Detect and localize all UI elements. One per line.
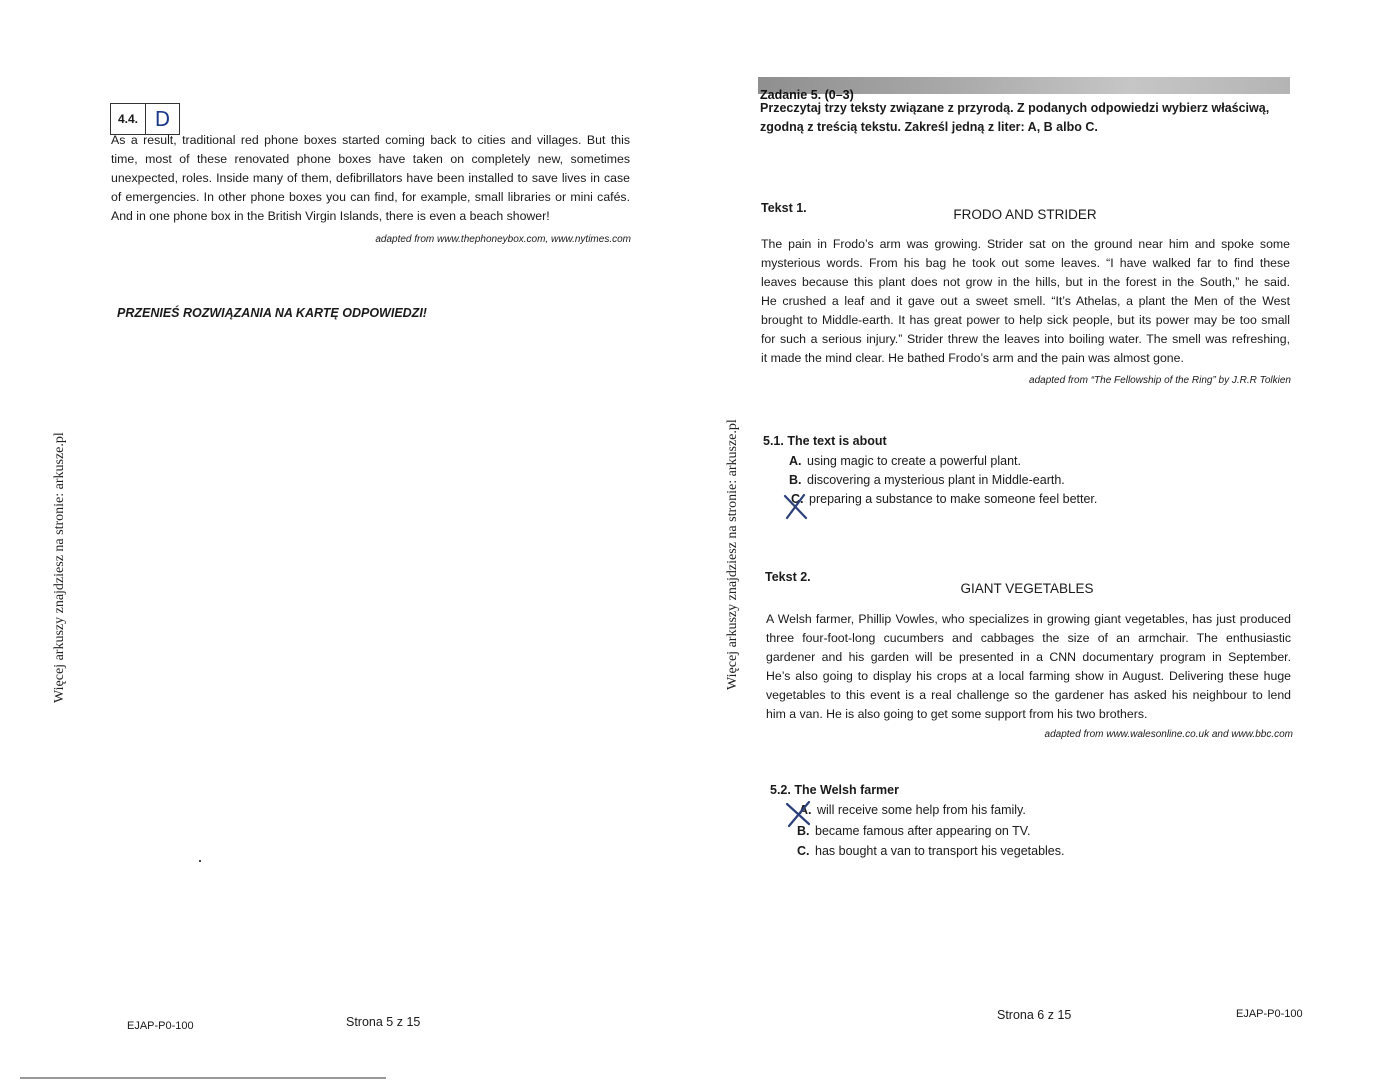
- footer-page-left: Strona 5 z 15: [346, 1015, 421, 1029]
- speck: [199, 860, 201, 862]
- question-5-2-title: 5.2. The Welsh farmer: [770, 783, 899, 797]
- source-citation: adapted from www.thephoneybox.com, www.nytimes.com: [375, 234, 631, 245]
- transfer-notice: PRZENIEŚ ROZWIĄZANIA NA KARTĘ ODPOWIEDZI!: [117, 306, 427, 320]
- text1-source: adapted from “The Fellowship of the Ring” by J.R.R Tolkien: [1029, 375, 1291, 386]
- option-text: discovering a mysterious plant in Middle-earth.: [807, 473, 1065, 487]
- question-5-1-title: 5.1. The text is about: [763, 434, 887, 448]
- paragraph-line: vegetables to this event is a real challenge so the gardener has asked his neighbour to lend: [766, 688, 1291, 702]
- text1-title: FRODO AND STRIDER: [953, 207, 1097, 222]
- cross-mark-icon: [785, 800, 813, 828]
- q52-option-a[interactable]: [799, 803, 1026, 817]
- option-text: using magic to create a powerful plant.: [807, 454, 1022, 468]
- paragraph-line: mysterious words. From his bag he took out some leaves. “I have walked far to find these: [761, 256, 1290, 270]
- paragraph-line: gardener and his garden will be presented in a CNN documentary program in September.: [766, 650, 1291, 664]
- paragraph-line: He’s also going to display his crops at a local farming show in August. Delivering these huge: [766, 669, 1291, 683]
- q51-option-a[interactable]: [789, 454, 1021, 468]
- text1-paragraph: [761, 235, 1290, 368]
- q52-option-c[interactable]: [797, 844, 1064, 858]
- option-letter: B.: [789, 473, 802, 487]
- paragraph-line: for such a serious injury.” Strider threw the leaves into boiling water. The smell was refreshing,: [761, 332, 1290, 346]
- q51-option-b[interactable]: [789, 473, 1065, 487]
- option-text: preparing a substance to make someone feel better.: [809, 492, 1098, 506]
- option-text: became famous after appearing on TV.: [815, 824, 1031, 838]
- text1-label: Tekst 1.: [761, 201, 807, 215]
- side-watermark-left: Więcej arkuszy znajdziesz na stronie: arkusze.pl: [52, 432, 67, 703]
- paragraph-line: As a result, traditional red phone boxes started coming back to cities and villages. But this: [111, 133, 630, 147]
- paragraph-line: leaves because this plant does not grow in the hills, but in the forest in the South,” he said.: [761, 275, 1290, 289]
- q51-option-c[interactable]: [791, 492, 1097, 506]
- paragraph-line: him a van. He is also going to get some support from his two brothers.: [766, 707, 1148, 721]
- paragraph-line: unexpected, roles. Inside many of them, defibrillators have been installed to save lives in case: [111, 171, 630, 185]
- option-text: has bought a van to transport his vegetables.: [815, 844, 1065, 858]
- paragraph-line: time, most of these renovated phone boxes have taken on completely new, sometimes: [111, 152, 630, 166]
- text2-label: Tekst 2.: [765, 570, 811, 584]
- paragraph-line: He crushed a leaf and it gave out a sweet smell. “It’s Athelas, a plant the Men of the West: [761, 294, 1290, 308]
- footer-code-right: EJAP-P0-100: [1236, 1008, 1303, 1020]
- footer-page-right: Strona 6 z 15: [997, 1008, 1072, 1022]
- text2-paragraph: [766, 610, 1291, 724]
- option-letter: C.: [791, 492, 804, 506]
- phone-box-paragraph: [111, 131, 630, 226]
- option-text: will receive some help from his family.: [817, 803, 1026, 817]
- paragraph-line: And in one phone box in the British Virgin Islands, there is even a beach shower!: [111, 209, 550, 223]
- footer-code-left: EJAP-P0-100: [127, 1020, 194, 1032]
- bottom-edge-line: [20, 1077, 386, 1079]
- paragraph-line: of emergencies. In other phone boxes you can find, for example, small libraries or mini cafés.: [111, 190, 630, 204]
- cross-mark-icon: [782, 493, 810, 521]
- side-watermark-right: Więcej arkuszy znajdziesz na stronie: arkusze.pl: [725, 419, 740, 690]
- answer-box-number: 4.4.: [111, 104, 146, 134]
- option-letter: C.: [797, 844, 810, 858]
- paragraph-line: brought to Middle-earth. It has great power to help sick people, but its power may be too small: [761, 313, 1290, 327]
- paragraph-line: three four-foot-long cucumbers and cabbages the size of an armchair. The enthusiastic: [766, 631, 1291, 645]
- instruction-line: Przeczytaj trzy teksty związane z przyrodą. Z podanych odpowiedzi wybierz właściwą,: [760, 101, 1270, 115]
- paragraph-line: it made the mind clear. He bathed Frodo’s arm and the pain was almost gone.: [761, 351, 1184, 365]
- text2-source: adapted from www.walesonline.co.uk and www.bbc.com: [1044, 729, 1293, 740]
- option-letter: B.: [797, 824, 810, 838]
- text2-title: GIANT VEGETABLES: [960, 581, 1094, 596]
- paragraph-line: The pain in Frodo’s arm was growing. Strider sat on the ground near him and spoke some: [761, 237, 1290, 251]
- paragraph-line: A Welsh farmer, Phillip Vowles, who specializes in growing giant vegetables, has just produced: [766, 612, 1291, 626]
- answer-box-answer: D: [154, 107, 171, 131]
- option-letter: A.: [799, 803, 812, 817]
- q52-option-b[interactable]: [797, 824, 1030, 838]
- task-title: Zadanie 5. (0–3): [760, 88, 854, 102]
- instruction-line: zgodną z treścią tekstu. Zakreśl jedną z liter: A, B albo C.: [760, 120, 1098, 134]
- option-letter: A.: [789, 454, 802, 468]
- task-instruction: [760, 99, 1290, 137]
